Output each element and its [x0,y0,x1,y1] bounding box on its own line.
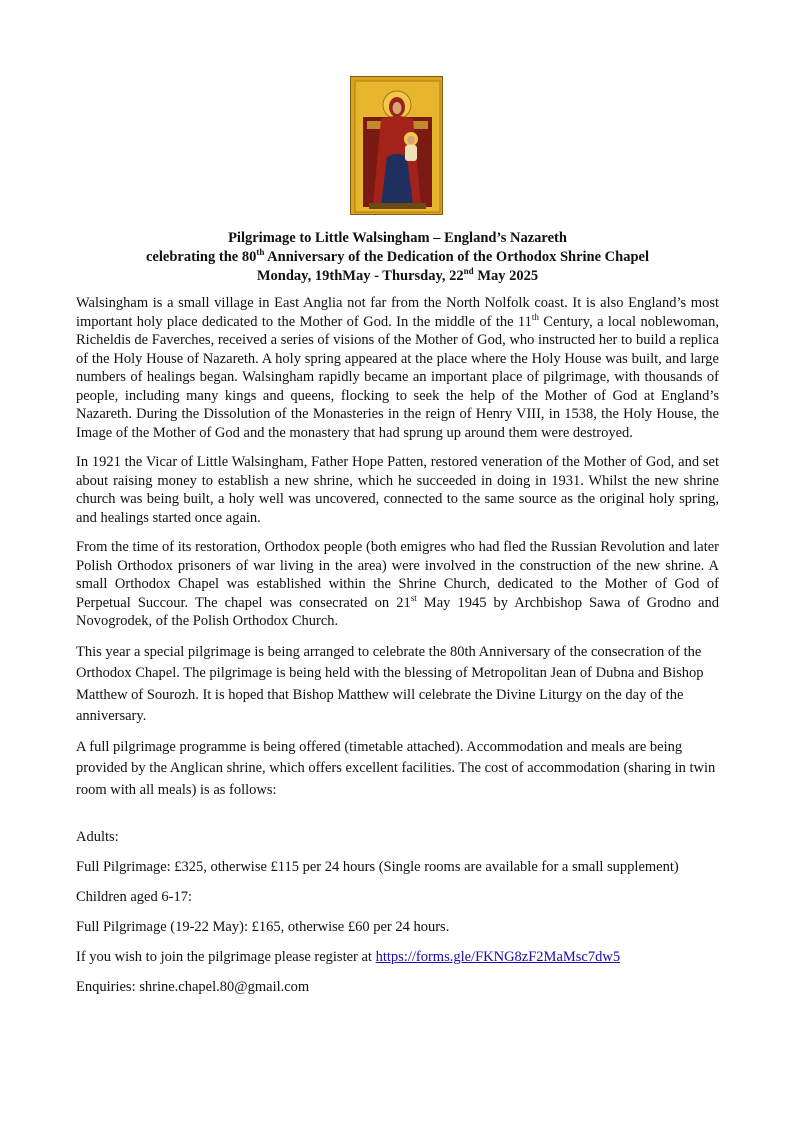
title-line-2 [76,248,719,267]
title-line-2-text: celebrating the 80 [145,249,257,265]
title-line-3 [76,267,719,286]
orthodox-icon-image [350,76,443,215]
title-line-2-sup: th [256,247,265,258]
paragraph-orthodox-text: From the time of its restoration, Orthodox people (both emigres who had fled the Russian Revolution and later Polish Orthodox prisoners of war living in the area) were involved in the construction of the new shrine. A small Orthodox Chapel was established within the Shrine Church, dedicated to the Mother of God of Perpetual Succour. The chapel was consecrated on 21 [76,539,719,611]
paragraph-programme: A full pilgrimage programme is being offered (timetable attached). Accommodation and meals are being provided by the Anglican shrine, which offers excellent facilities. The cost of accommodation (sharing in twin room with all meals) is as follows: [76,738,716,798]
title-line-3-text-end: May 2025 [473,268,539,284]
children-price: Full Pilgrimage (19-22 May): £165, otherwise £60 per 24 hours. [76,918,450,935]
paragraph-history [76,294,719,442]
title-line-3-sup: nd [463,266,474,277]
children-label: Children aged 6-17: [76,889,192,905]
title-line-1: Pilgrimage to Little Walsingham – England’s Nazareth [228,230,567,246]
paragraph-orthodox-chapel [76,538,719,631]
paragraph-orthodox-text-end: May 1945 by Archbishop Sawa of Grodno and Novogrodek, of the Polish Orthodox Church. [76,594,719,629]
paragraph-orthodox-sup: st [410,592,417,603]
paragraph-this-year: This year a special pilgrimage is being arranged to celebrate the 80th Anniversary of the consecration of the Orthodox Chapel. The pilgrimage is being held with the blessing of Metropolitan Jean of Dubna and Bishop Matthew of Sourozh. It is hoped that Bishop Matthew will celebrate the Divine Liturgy on the day of the anniversary. [76,643,704,724]
paragraph-history-sup: th [531,311,539,322]
register-line [76,948,719,967]
enquiries-line: Enquiries: shrine.chapel.80@gmail.com [76,978,310,995]
register-text: If you wish to join the pilgrimage please register at [76,949,376,965]
document-body [76,294,719,1007]
title-line-3-text: Monday, 19thMay - Thursday, 22 [256,268,464,284]
paragraph-history-text: Walsingham is a small village in East Anglia not far from the North Nolfolk coast. It is also England’s most important holy place dedicated to the Mother of God. In the middle of the 11 [76,295,719,330]
paragraph-restoration: In 1921 the Vicar of Little Walsingham, Father Hope Patten, restored veneration of the Mother of God, and set about raising money to establish a new shrine, which he succeeded in doing in 1931. Whilst the new shrine church was being built, a holy well was uncovered, connected to the same source as the original holy spring, and healings started once again. [76,454,719,526]
title-line-2-text-end: Anniversary of the Dedication of the Orthodox Shrine Chapel [264,249,649,265]
adults-label: Adults: [76,829,119,845]
paragraph-history-text-end: Century, a local noblewoman, Richeldis de Faverches, received a series of visions of the Mother of God, who instructed her to build a replica of the Holy House of Nazareth. A holy spring appeared at the place where the Holy House was built, and large numbers of healings began. Walsingham rapidly became an important place of pilgrimage, with thousands of people, including many kings and queens, flocking to seek the help of the Mother of God at England’s Nazareth. During the Dissolution of the Monasteries in the reign of Henry VIII, in 1538, the Holy House, the Image of the Mother of God and the monastery that had sprung up around them were destroyed. [76,313,719,441]
page-title [76,229,719,286]
registration-link[interactable]: https://forms.gle/FKNG8zF2MaMsc7dw5 [375,949,621,965]
adults-price: Full Pilgrimage: £325, otherwise £115 per 24 hours (Single rooms are available for a small supplement) [76,858,679,875]
